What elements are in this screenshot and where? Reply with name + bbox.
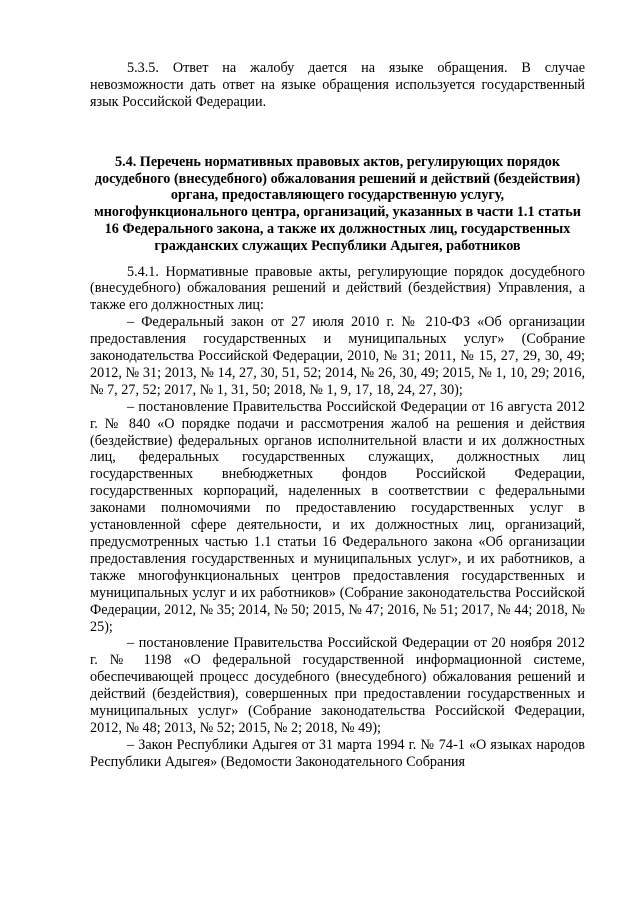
paragraph-5-3-5: 5.3.5. Ответ на жалобу дается на языке обращения. В случае невозможности дать ответ на языке обращения используется государственный язык Российской Федерации.	[90, 60, 585, 110]
section-heading-5-4: 5.4. Перечень нормативных правовых актов, регулирующих порядок досудебного (внесудебного) обжалования решений и действий (бездействия) органа, предоставляющего государственную услугу, многофункционального центра, организаций, указанных в части 1.1 статьи 16 Федерального закона, а также их должностных лиц, государственных гражданских служащих Республики Адыгея, работников	[94, 153, 581, 254]
list-item-adygea-law: – Закон Республики Адыгея от 31 марта 1994 г. № 74-1 «О языках народов Республики Адыгея» (Ведомости Законодательного Собрания	[90, 736, 585, 770]
list-item-resolution-1198: – постановление Правительства Российской Федерации от 20 ноября 2012 г. № 1198 «О федеральной государственной информационной системе, обеспечивающей процесс досудебного (внесудебного) обжалования решений и действий (бездействия), совершенных при предоставлении государственных и муниципальных услуг» (Собрание законодательства Российской Федерации, 2012, № 48; 2013, № 52; 2015, № 2; 2018, № 49);	[90, 635, 585, 736]
list-item-resolution-840: – постановление Правительства Российской Федерации от 16 августа 2012 г. № 840 «О порядке подачи и рассмотрения жалоб на решения и действия (бездействие) федеральных органов исполнительной власти и их должностных лиц, федеральных государственных служащих, должностных лиц государственных внебюджетных фондов Российской Федерации, государственных корпораций, наделенных в соответствии с федеральными законами полномочиями по предоставлению государственных услуг в установленной сфере деятельности, и их должностных лиц, организаций, предусмотренных частью 1.1 статьи 16 Федерального закона «Об организации предоставления государственных и муниципальных услуг», и их работников, а также многофункциональных центров предоставления государственных и муниципальных услуг и их работников» (Собрание законодательства Российской Федерации, 2012, № 35; 2014, № 50; 2015, № 47; 2016, № 51; 2017, № 44; 2018, № 25);	[90, 398, 585, 635]
document-body	[90, 60, 585, 771]
paragraph-5-4-1: 5.4.1. Нормативные правовые акты, регулирующие порядок досудебного (внесудебного) обжалования решений и действий (бездействия) Управления, а также его должностных лиц:	[90, 263, 585, 314]
list-item-federal-law: – Федеральный закон от 27 июля 2010 г. № 210-ФЗ «Об организации предоставления государственных и муниципальных услуг» (Собрание законодательства Российской Федерации, 2010, № 31; 2011, № 15, 27, 29, 30, 49; 2012, № 31; 2013, № 14, 27, 30, 51, 52; 2014, № 26, 30, 49; 2015, № 1, 10, 29; 2016, № 7, 27, 52; 2017, № 1, 31, 50; 2018, № 1, 9, 17, 18, 24, 27, 30);	[90, 314, 585, 398]
